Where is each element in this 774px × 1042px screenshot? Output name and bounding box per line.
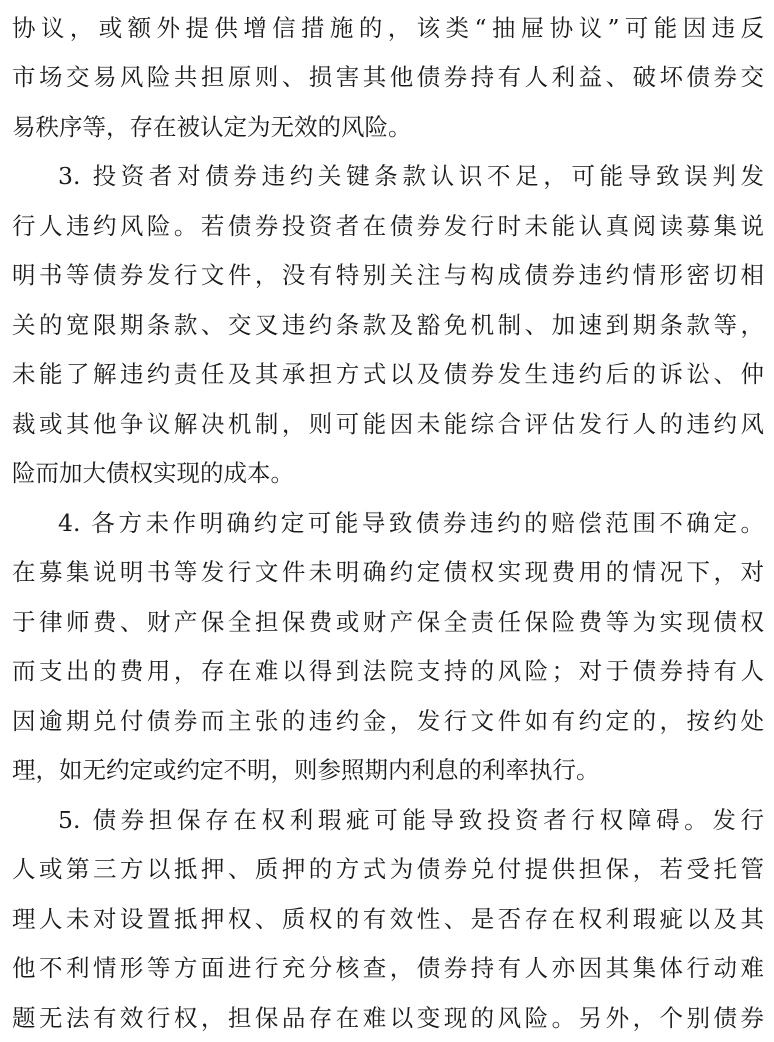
text-line: 人或第三方以抵押、质押的方式为债券兑付提供担保，若受托管 xyxy=(12,855,764,883)
text-line: 关的宽限期条款、交叉违约条款及豁免机制、加速到期条款等， xyxy=(12,311,764,339)
text-line: 在募集说明书等发行文件未明确约定债权实现费用的情况下，对 xyxy=(12,558,764,586)
text-line: 他不利情形等方面进行充分核查，债券持有人亦因其集体行动难 xyxy=(12,954,764,982)
text-line: 理，如无约定或约定不明，则参照期内利息的利率执行。 xyxy=(12,756,600,784)
text-line: 裁或其他争议解决机制，则可能因未能综合评估发行人的违约风 xyxy=(12,410,764,438)
text-line: 未能了解违约责任及其承担方式以及债券发生违约后的诉讼、仲 xyxy=(12,360,764,388)
paragraph-5-first-line: 5. 债券担保存在权利瑕疵可能导致投资者行权障碍。发行 xyxy=(58,806,764,834)
text-line: 协议，或额外提供增信措施的，该类“抽屉协议”可能因违反 xyxy=(12,14,764,42)
text-line: 市场交易风险共担原则、损害其他债券持有人利益、破坏债券交 xyxy=(12,63,764,91)
paragraph-3-first-line: 3. 投资者对债券违约关键条款认识不足，可能导致误判发 xyxy=(58,162,764,190)
text-line: 理人未对设置抵押权、质权的有效性、是否存在权利瑕疵以及其 xyxy=(12,905,764,933)
paragraph-4-first-line: 4. 各方未作明确约定可能导致债券违约的赔偿范围不确定。 xyxy=(58,509,764,537)
text-line: 于律师费、财产保全担保费或财产保全责任保险费等为实现债权 xyxy=(12,608,764,636)
text-line: 而支出的费用，存在难以得到法院支持的风险；对于债券持有人 xyxy=(12,657,764,685)
text-line: 行人违约风险。若债券投资者在债券发行时未能认真阅读募集说 xyxy=(12,212,764,240)
text-line: 易秩序等，存在被认定为无效的风险。 xyxy=(12,113,412,141)
text-line: 险而加大债权实现的成本。 xyxy=(12,459,294,487)
text-line: 明书等债券发行文件，没有特别关注与构成债券违约情形密切相 xyxy=(12,261,764,289)
text-line: 因逾期兑付债券而主张的违约金，发行文件如有约定的，按约处 xyxy=(12,707,764,735)
text-line: 题无法有效行权，担保品存在难以变现的风险。另外，个别债券 xyxy=(12,1004,764,1032)
